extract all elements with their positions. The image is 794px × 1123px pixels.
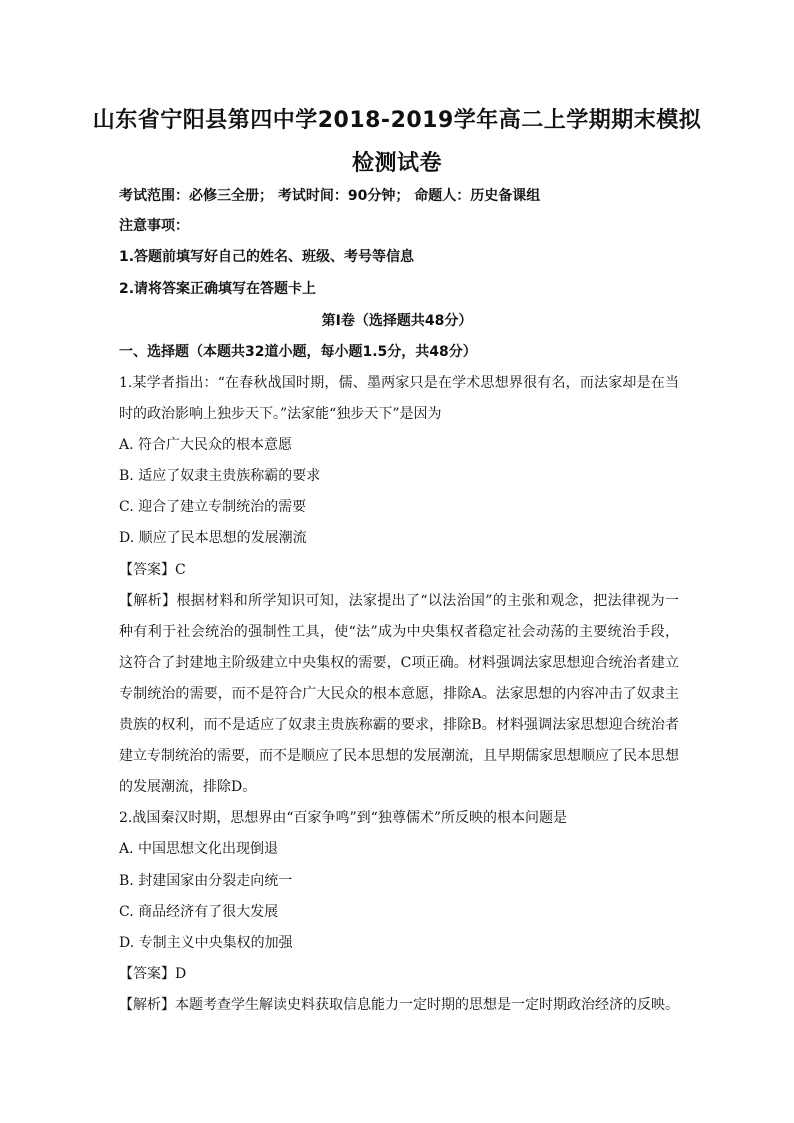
question-1-analysis-line: 建立专制统治的需要，而不是顺应了民本思想的发展潮流，且早期儒家思想顺应了民本思想 <box>119 748 679 764</box>
question-2-analysis-line: 【解析】本题考查学生解读史料获取信息能力一定时期的思想是一定时期政治经济的反映。 <box>119 997 679 1013</box>
part-title: 第Ⅰ卷（选择题共48分） <box>321 313 473 329</box>
question-2-option-b: B. 封建国家由分裂走向统一 <box>119 873 293 889</box>
exam-info: 考试范围：必修三全册； 考试时间：90分钟； 命题人：历史备课组 <box>119 188 541 204</box>
section-heading: 一、选择题（本题共32道小题，每小题1.5分，共48分） <box>119 344 477 360</box>
question-1-answer: 【答案】C <box>119 562 186 578</box>
question-1-option-c: C. 迎合了建立专制统治的需要 <box>119 499 307 515</box>
document-title-line2: 检测试卷 <box>351 151 442 176</box>
question-1-option-b: B. 适应了奴隶主贵族称霸的要求 <box>119 468 321 484</box>
question-1-stem-line2: 时的政治影响上独步天下。”法家能“独步天下”是因为 <box>119 406 442 422</box>
question-1-option-d: D. 顺应了民本思想的发展潮流 <box>119 530 307 546</box>
question-1-option-a: A. 符合广大民众的根本意愿 <box>119 437 293 453</box>
question-1-analysis-line: 贵族的权利，而不是适应了奴隶主贵族称霸的要求，排除B。材料强调法家思想迎合统治者 <box>119 717 679 733</box>
question-2-option-a: A. 中国思想文化出现倒退 <box>119 841 279 857</box>
question-1-analysis-line: 【解析】根据材料和所学知识可知，法家提出了“以法治国”的主张和观念，把法律视为一 <box>119 593 679 609</box>
notice-title: 注意事项： <box>119 218 189 234</box>
question-2-option-c: C. 商品经济有了很大发展 <box>119 904 279 920</box>
question-1-analysis-line: 的发展潮流，排除D。 <box>119 779 257 795</box>
question-2-option-d: D. 专制主义中央集权的加强 <box>119 935 293 951</box>
notice-item-1: 1.答题前填写好自己的姓名、班级、考号等信息 <box>119 249 415 265</box>
question-1-stem-line1: 1.某学者指出：“在春秋战国时期，儒、墨两家只是在学术思想界很有名，而法家却是在当 <box>119 375 679 391</box>
question-1-analysis-line: 这符合了封建地主阶级建立中央集权的需要，C项正确。材料强调法家思想迎合统治者建立 <box>119 655 679 671</box>
question-1-analysis-line: 专制统治的需要，而不是符合广大民众的根本意愿，排除A。法家思想的内容冲击了奴隶主 <box>119 686 679 702</box>
question-1-analysis-line: 种有利于社会统治的强制性工具，使“法”成为中央集权者稳定社会动荡的主要统治手段， <box>119 624 679 640</box>
question-2-stem: 2.战国秦汉时期，思想界由“百家争鸣”到“独尊儒术”所反映的根本问题是 <box>119 810 567 826</box>
notice-item-2: 2.请将答案正确填写在答题卡上 <box>119 281 317 297</box>
question-2-answer: 【答案】D <box>119 966 187 982</box>
document-title-line1: 山东省宁阳县第四中学2018-2019学年高二上学期期末模拟 <box>92 108 702 133</box>
